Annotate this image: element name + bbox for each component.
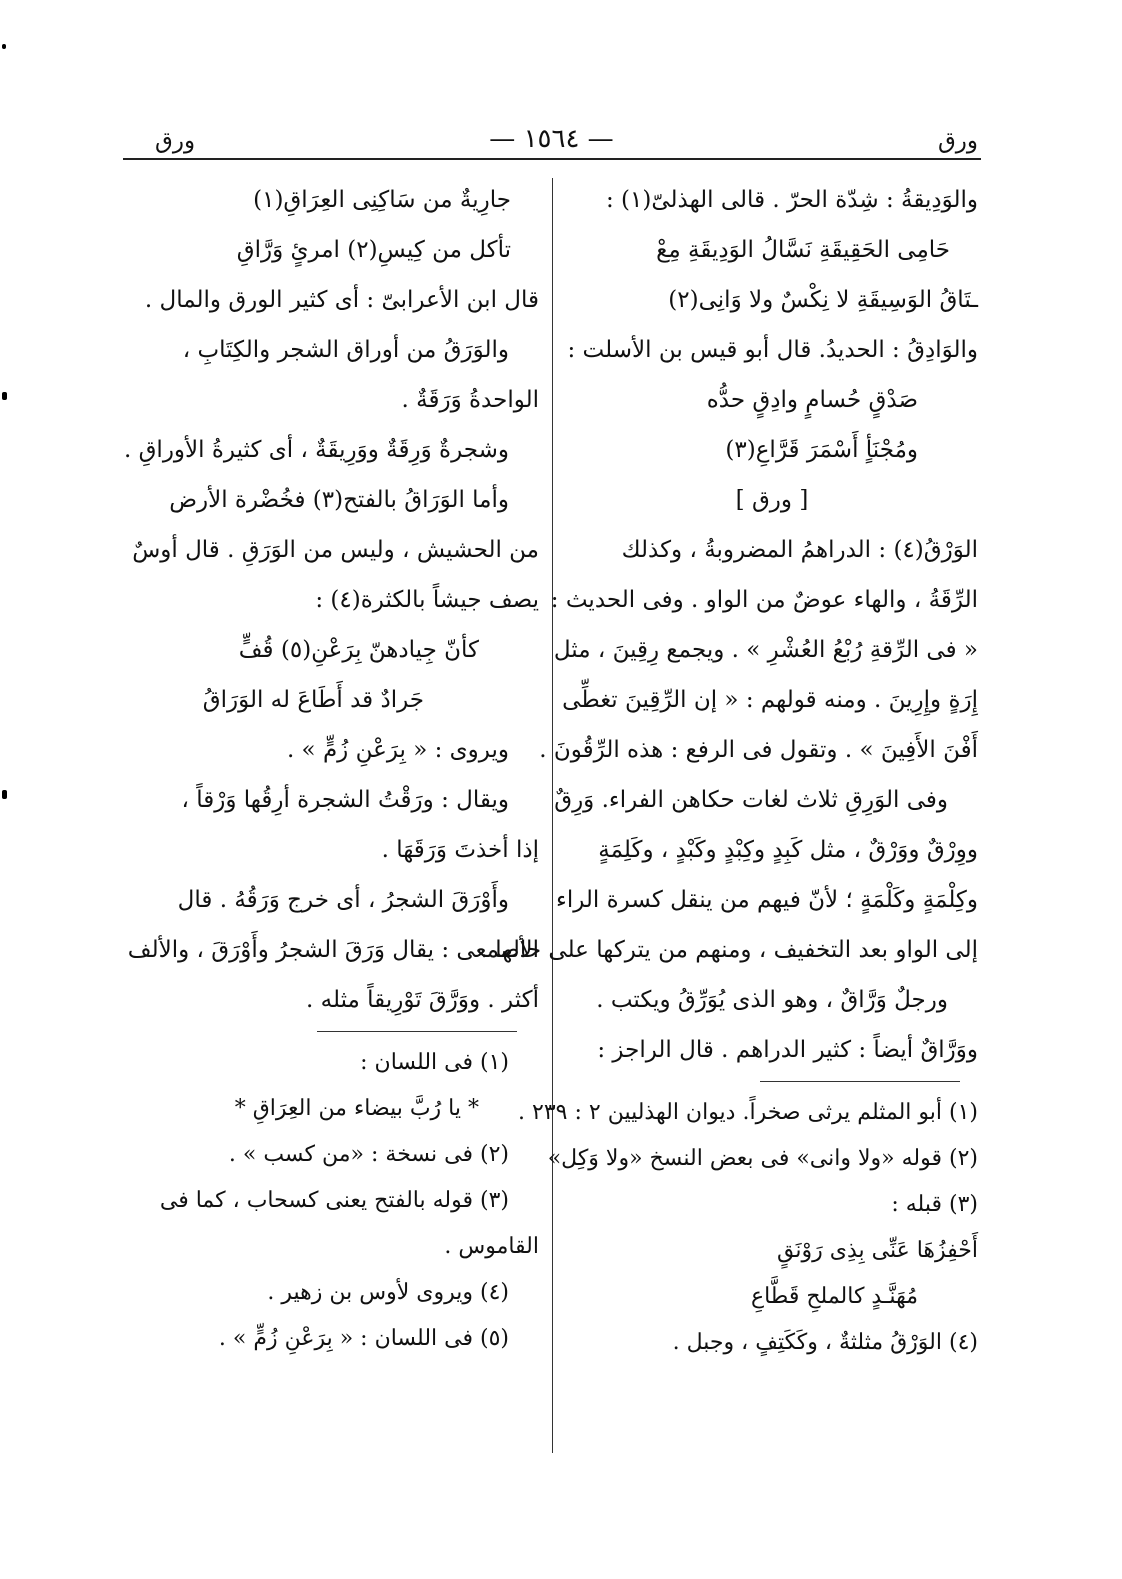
text-line: يصف جيشاً بالكثرة(٤) : [315, 587, 539, 613]
text-line: والوَرَقُ من أوراق الشجر والكِتَابِ ، [182, 337, 509, 363]
footnote-verse: مُهَنَّـدٍ كالملحِ قَطَّاعِ [750, 1284, 918, 1309]
verse-line: ومُجْنَأٍ أَسْمَرَ قَرَّاعِ(٣) [725, 437, 918, 463]
entry-heading: [ ورق ] [735, 487, 809, 513]
text-line: إذا أخذتَ وَرَقَهَا . [381, 837, 539, 863]
footnote: (٢) فى نسخة : «من كسب » . [228, 1142, 509, 1167]
left-column [123, 175, 539, 1362]
text-line: والوَادِقُ : الحديدُ. قال أبو قيس بن الأسلت : [567, 337, 978, 363]
verse-line: جارِيةٌ من سَاكِنِى العِرَاقِ(١) [253, 187, 511, 213]
text-line: « فى الرِّقةِ رُبْعُ العُشْرِ » . ويجمع رِقِينَ ، مثل [553, 637, 978, 663]
scan-speck [2, 44, 6, 49]
footnote: (٣) قبله : [891, 1192, 978, 1217]
verse-line: جَرادٌ قد أَطَاعَ له الوَرَاقُ [202, 687, 424, 713]
footnote: (٤) الوَرْقُ مثلثةٌ ، وكَكَتِفٍ ، وجبل . [672, 1330, 978, 1355]
footnote: (١) أبو المثلم يرثى صخراً. ديوان الهذليين ٢ : ٢٣٩ . [518, 1100, 978, 1125]
footnote-rule [317, 1031, 517, 1032]
footnote: (١) فى اللسان : [360, 1050, 509, 1075]
footnote: (٢) قوله «ولا وانى» فى بعض النسخ «ولا وَكِل» [547, 1146, 978, 1171]
text-line: من الحشيش ، وليس من الوَرَقِ . قال أوسٌ [132, 537, 539, 563]
verse-line: ـتَاقُ الوَسِيقَةِ لا نِكْسٌ ولا وَانِى(٢) [668, 287, 978, 313]
text-line: ويروى : « بِرَعْنِ زُمٍّ » . [286, 737, 509, 763]
footnote: (٤) ويروى لأوس بن زهير . [267, 1280, 509, 1305]
text-line: وشجرةٌ وَرِقَةٌ ووَرِيقَةٌ ، أى كثيرةُ الأوراقِ . [123, 437, 509, 463]
text-line: الواحدةُ وَرَقَةٌ . [401, 387, 539, 413]
footnote: (٣) قوله بالفتح يعنى كسحاب ، كما فى [159, 1188, 509, 1213]
footnote-verse: أَحْفِزُهَا عَنِّى بِذِى رَوْنَقٍ [777, 1238, 978, 1263]
text-line: وأما الوَرَاقُ بالفتح(٣) فخُضْرة الأرض [169, 487, 509, 513]
scan-speck [2, 392, 7, 400]
text-line: وكِلْمَةٍ وكَلْمَةٍ ؛ لأنّ فيهم من ينقل كسرة الراء [556, 887, 978, 913]
text-line: الوَرْقُ(٤) : الدراهمُ المضروبةُ ، وكذلك [621, 537, 978, 563]
column-divider [552, 178, 553, 1453]
text-line: إلى الواو بعد التخفيف ، ومنهم من يتركها على حالها . [480, 937, 978, 963]
footnote-verse: * يا رُبَّ بيضاء من العِرَاقِ * [234, 1096, 479, 1121]
text-line: والوَدِيقةُ : شِدّة الحرّ . قالى الهذلىّ(١) : [605, 187, 978, 213]
text-line: ورجلٌ وَرَّاقٌ ، وهو الذى يُوَرِّقُ ويكتب . [596, 987, 948, 1013]
verse-line: تأكل من كِيسِ(٢) امرئٍ وَرَّاقِ [236, 237, 511, 263]
verse-line: صَدْقٍ حُسامٍ وادِقٍ حدُّه [706, 387, 918, 413]
verse-line: كأنّ جِيادهنّ بِرَعْنِ(٥) قُفٍّ [238, 637, 479, 663]
text-line: أَفْنَ الأَفِينَ » . وتقول فى الرفع : هذه الرِّقُونَ . [539, 737, 978, 763]
scan-speck [2, 790, 7, 799]
footnote-rule [760, 1081, 960, 1082]
header-word-right: ورق [937, 128, 978, 154]
text-line: أكثر . ووَرَّقَ تَوْرِيقاً مثله . [306, 987, 539, 1013]
header-word-left: ورق [155, 128, 196, 154]
text-line: إِرَةٍ وإِرِينَ . ومنه قولهم : « إن الرِّقِينَ تغطِّى [562, 687, 978, 713]
footnote: (٥) فى اللسان : « بِرَعْنِ زُمٍّ » . [218, 1326, 509, 1351]
footnote: القاموس . [444, 1234, 539, 1259]
header-rule [123, 158, 981, 160]
text-line: الرِّقَةُ ، والهاء عوضٌ من الواو . وفى الحديث : [550, 587, 978, 613]
text-line: ووَرَّاقٌ أيضاً : كثير الدراهم . قال الراجز : [597, 1037, 978, 1063]
text-line: وفى الوَرِقِ ثلاث لغات حكاهن الفراء. وَرِقٌ [554, 787, 948, 813]
text-line: ووِرْقٌ ووَرْقٌ ، مثل كَبِدٍ وكِبْدٍ وكَبْدٍ ، وكَلِمَةٍ [598, 837, 978, 863]
text-line: ويقال : ورَقْتُ الشجرة أرِقُها وَرْقاً ، [181, 787, 509, 813]
text-line: وأَوْرَقَ الشجرُ ، أى خرج وَرَقُهُ . قال [177, 887, 509, 913]
footnotes [123, 1040, 539, 1362]
running-header [123, 124, 980, 160]
text-line: قال ابن الأعرابىّ : أى كثير الورق والمال . [144, 287, 539, 313]
text-line: الأصمعى : يقال وَرَقَ الشجرُ وأَوْرَقَ ، والألف [127, 937, 539, 963]
page-number: — ١٥٦٤ — [489, 124, 614, 154]
verse-line: حَامِى الحَقِيقَةِ نَسَّالُ الوَدِيقَةِ مِعْ [656, 237, 950, 263]
footnotes [518, 1090, 978, 1366]
